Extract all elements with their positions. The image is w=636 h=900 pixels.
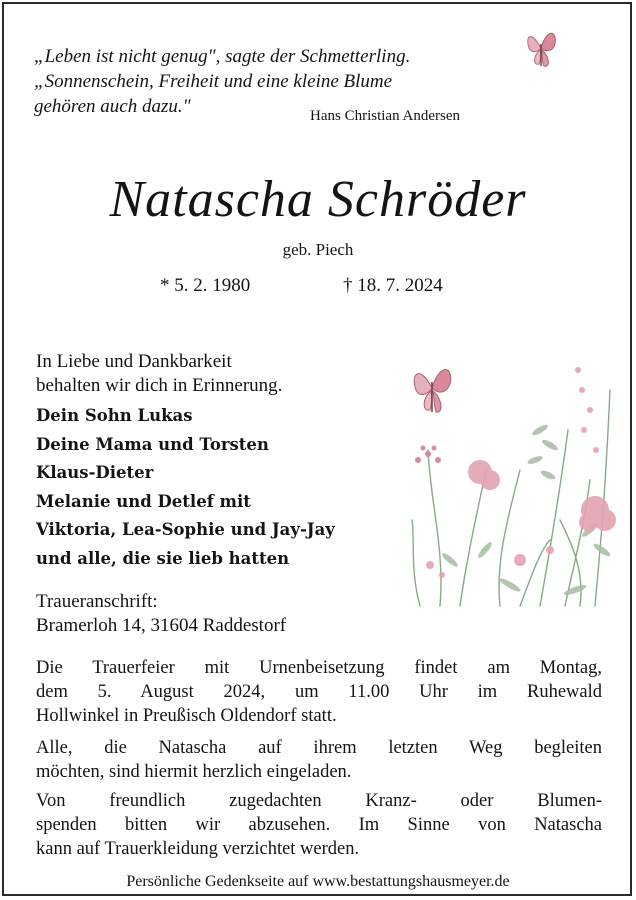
ceremony-paragraph [36,656,602,728]
memorial-page-link[interactable]: Persönliche Gedenkseite auf www.bestattungshausmeyer.de [126,873,510,890]
family-member: Viktoria, Lea-Sophie und Jay-Jay [36,520,335,539]
butterfly-icon [523,26,559,72]
intro-line: In Liebe und Dankbarkeit [36,351,232,372]
request-line: Von freundlich zugedachten Kranz- oder Blumen- [36,791,602,811]
address [36,590,286,638]
request-paragraph [36,789,602,861]
address-label: Traueranschrift: [36,591,158,612]
request-line: spenden bitten wir abzusehen. Im Sinne von Natascha [36,815,602,835]
family-list [36,402,335,573]
ceremony-line: Hollwinkel in Preußisch Oldendorf statt. [36,706,337,726]
invitation-line: Alle, die Natascha auf ihrem letzten Weg begleiten [36,738,602,758]
quote-line: „Leben ist nicht genug", sagte der Schmetterling. [34,46,411,67]
quote-line: gehören auch dazu." [34,96,191,117]
address-value: Bramerloh 14, 31604 Raddestorf [36,615,287,636]
family-member: Klaus-Dieter [36,463,154,482]
ceremony-line: dem 5. August 2024, um 11.00 Uhr im Ruhewald [36,682,602,702]
deceased-name: Natascha Schröder [109,171,527,228]
family-member: Melanie und Detlef mit [36,491,251,511]
birth-date: * 5. 2. 1980 [160,275,251,296]
quote-author: Hans Christian Andersen [310,108,460,124]
invitation-line: möchten, sind hiermit herzlich eingeladen. [36,762,352,782]
intro-line: behalten wir dich in Erinnerung. [36,375,283,396]
family-member: Dein Sohn Lukas [36,406,193,425]
invitation-paragraph [36,736,602,784]
intro [36,350,282,398]
request-line: kann auf Trauerkleidung verzichtet werden. [36,839,360,859]
family-member: und alle, die sie lieb hatten [36,548,290,568]
quote-line: „Sonnenschein, Freiheit und eine kleine Blume [34,71,393,92]
maiden-name: geb. Piech [282,240,354,259]
ceremony-line: Die Trauerfeier mit Urnenbeisetzung findet am Montag, [36,658,602,678]
death-date: † 18. 7. 2024 [343,275,443,296]
family-member: Deine Mama und Torsten [36,434,269,454]
wildflowers-illustration [390,350,626,612]
